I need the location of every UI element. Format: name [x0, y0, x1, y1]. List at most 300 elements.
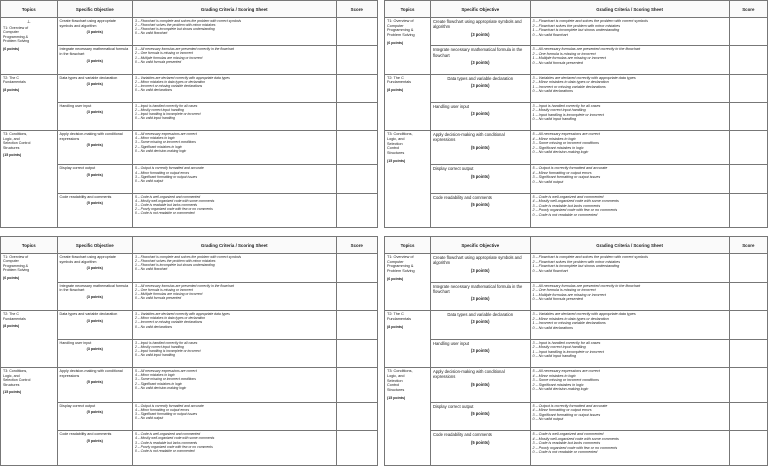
criteria-cell — [132, 282, 336, 311]
criteria-line: 0 – No valid declarations — [532, 89, 573, 94]
criteria-line: 3 – Some missing or incorrect conditions — [134, 140, 196, 145]
objective-points: (5 points) — [471, 439, 490, 445]
criteria-line: 0 – Code is not readable or commented — [134, 448, 195, 453]
objective-name: Create flowchart using appropriate symbols and algorithm — [432, 19, 522, 30]
objective-points: (5 points) — [86, 173, 103, 178]
criteria-line: 3 – Flowchart is complete and solves the problem with correct symbols — [532, 255, 648, 259]
table-row — [385, 102, 768, 130]
criteria-line: 3 – All necessary formulas are presented correctly in the flowchart — [532, 283, 641, 288]
criteria-line: 0 – No valid declarations — [134, 87, 173, 92]
criteria-header: Grading Criteria / Scoring Sheet — [530, 237, 729, 254]
score-cell[interactable] — [729, 311, 767, 340]
criteria-cell — [530, 74, 729, 102]
criteria-line: 1 – Input handling is incomplete or incorrect — [532, 349, 604, 354]
criteria-line: 1 – Multiple formulas are missing or incorrect — [134, 291, 203, 296]
objective-points: (5 points) — [86, 438, 103, 443]
topic-cell — [385, 311, 431, 368]
table-row — [1, 193, 378, 227]
criteria-line: 1 – Flowchart is incomplete but shows understanding — [532, 264, 620, 269]
criteria-line: 3 – Input is handled correctly for all cases — [134, 103, 198, 108]
objective-points: (3 points) — [471, 31, 490, 37]
objective-points: (5 points) — [471, 144, 490, 150]
criteria-line: 2 – Flowchart solves the problem with minor mistakes — [532, 23, 621, 28]
criteria-line: 3 – Some missing or incorrect conditions — [532, 378, 599, 383]
criteria-line: 3 – Code is readable but lacks comments — [134, 440, 198, 445]
criteria-header: Grading Criteria / Scoring Sheet — [530, 1, 729, 18]
objective-points: (5 points) — [86, 201, 103, 206]
criteria-cell — [530, 368, 729, 403]
topic-cell — [1, 311, 58, 368]
topic-name: T3: Conditions, Logic, and Selection Control Structures — [387, 132, 413, 155]
criteria-line: 3 – Code is readable but lacks comments — [532, 203, 601, 208]
score-cell[interactable] — [729, 339, 767, 368]
objective-cell — [430, 131, 530, 165]
objective-points: (5 points) — [471, 411, 490, 417]
topic-name: T3: Conditions, Logic, and Selection Control Structures — [3, 369, 31, 387]
criteria-line: 0 – Code is not readable or commented — [134, 211, 195, 216]
topics-header: Topics — [385, 1, 431, 18]
objective-name: Integrate necessary mathematical formula in the flowchart — [59, 283, 129, 293]
criteria-line: 5 – Code is well-organized and commented — [532, 432, 604, 437]
criteria-line: 3 – Input is handled correctly for all cases — [532, 103, 601, 108]
objective-name: Integrate necessary mathematical formula in the flowchart — [432, 283, 523, 294]
objective-name: Data types and variable declaration — [447, 312, 514, 318]
criteria-cell — [132, 46, 336, 74]
table-row — [385, 339, 768, 368]
score-cell[interactable] — [729, 18, 767, 46]
criteria-line: 0 – No valid formula presented — [134, 59, 182, 64]
criteria-line: 2 – Poorly organized code with few or no comments — [134, 444, 213, 449]
topic-points: (6 points) — [3, 275, 20, 280]
criteria-cell — [530, 46, 729, 74]
topic-points: (15 points) — [3, 390, 22, 395]
objective-points: (3 points) — [471, 319, 490, 325]
objective-cell — [57, 18, 132, 46]
objective-name: Create flowchart using appropriate symbols and algorithm — [432, 255, 522, 266]
objective-cell — [57, 131, 132, 165]
objective-points: (3 points) — [471, 82, 490, 88]
criteria-line: 3 – Flowchart is complete and solves the problem with correct symbols — [134, 19, 242, 23]
objective-name: Code readability and comments — [59, 432, 112, 437]
objective-points: (3 points) — [86, 82, 103, 87]
criteria-line: 0 – No valid formula presented — [134, 295, 182, 300]
objective-name: Display correct output — [59, 403, 96, 408]
score-cell[interactable] — [336, 282, 377, 311]
topic-cell — [1, 74, 58, 131]
topics-header: Topics — [385, 237, 431, 254]
table-row — [385, 193, 768, 227]
criteria-line: 2 – Flowchart solves the problem with minor mistakes — [134, 259, 216, 264]
table-row — [1, 18, 378, 46]
topic-points: (15 points) — [387, 395, 406, 400]
score-cell[interactable] — [336, 431, 377, 466]
criteria-line: 2 – Significant mistakes in logic — [134, 144, 183, 149]
score-header: Score — [336, 237, 377, 254]
objective-cell — [430, 402, 530, 431]
objective-name: Integrate necessary mathematical formula in the flowchart — [59, 47, 129, 56]
criteria-line: 2 – Poorly organized code with few or no comments — [134, 207, 213, 212]
criteria-line: 0 – No valid flowchart — [134, 31, 168, 36]
criteria-cell — [530, 193, 729, 227]
score-cell[interactable] — [336, 165, 377, 193]
objective-cell — [57, 193, 132, 227]
objective-name: Code readability and comments — [59, 194, 112, 199]
criteria-cell — [132, 131, 336, 165]
criteria-cell — [530, 131, 729, 165]
criteria-line: 1 – Input handling is incomplete or incorrect — [532, 112, 604, 117]
objective-cell — [430, 74, 530, 102]
criteria-line: 2 – Flowchart solves the problem with minor mistakes — [134, 23, 216, 28]
criteria-line: 4 – Minor mistakes in logic — [532, 373, 576, 378]
criteria-line: 1 – Incorrect or missing variable declarations — [134, 83, 203, 88]
criteria-line: 5 – Code is well-organized and commented — [134, 432, 201, 437]
objective-cell — [430, 165, 530, 193]
criteria-line: 0 – No valid input handling — [134, 116, 175, 121]
criteria-line: 3 – Input is handled correctly for all cases — [134, 340, 198, 345]
objective-name: Handling user input — [432, 340, 470, 346]
criteria-line: 5 – Output is correctly formatted and accurate — [134, 403, 204, 408]
topic-mark: ⊥ — [26, 19, 31, 24]
criteria-line: 2 – Flowchart solves the problem with minor mistakes — [532, 259, 621, 264]
table-row — [385, 18, 768, 46]
criteria-line: 3 – Variables are declared correctly with appropriate data types — [532, 312, 636, 317]
objective-cell — [57, 282, 132, 311]
criteria-line: 1 – Incorrect or missing variable declarations — [532, 84, 606, 89]
table-row — [385, 402, 768, 431]
rubric-table — [384, 0, 768, 228]
topic-points: (6 points) — [387, 40, 404, 45]
score-cell[interactable] — [729, 46, 767, 74]
criteria-cell — [530, 431, 729, 466]
criteria-line: 3 – All necessary formulas are presented correctly in the flowchart — [134, 283, 234, 288]
criteria-cell — [132, 368, 336, 403]
criteria-line: 3 – Significant formatting or output issues — [134, 174, 198, 179]
score-cell[interactable] — [729, 165, 767, 193]
criteria-line: 0 – No valid input handling — [532, 117, 576, 122]
criteria-line: 0 – No valid decision-making logic — [532, 150, 589, 155]
score-cell[interactable] — [336, 102, 377, 130]
criteria-line: 5 – All necessary expressions are correct — [532, 132, 600, 137]
criteria-line: 4 – Minor formatting or output errors — [532, 170, 592, 175]
score-header: Score — [729, 1, 767, 18]
criteria-line: 3 – Significant formatting or output issues — [532, 175, 601, 180]
score-cell[interactable] — [336, 18, 377, 46]
score-cell[interactable] — [336, 311, 377, 340]
criteria-line: 2 – Mostly correct input handling — [134, 107, 184, 112]
objective-points: (3 points) — [471, 296, 490, 302]
score-cell[interactable] — [729, 131, 767, 165]
criteria-line: 3 – Some missing or incorrect conditions — [532, 141, 599, 146]
objective-points: (3 points) — [471, 267, 490, 273]
criteria-line: 3 – Input is handled correctly for all cases — [532, 340, 601, 345]
topic-points: (6 points) — [387, 276, 404, 281]
criteria-line: 0 – No valid output — [532, 417, 564, 422]
table-row — [1, 339, 378, 368]
objective-points: (5 points) — [471, 173, 490, 179]
objective-name: Data types and variable declaration — [447, 75, 514, 81]
table-row — [1, 368, 378, 403]
topic-name: T2: The C Fundamentals — [3, 312, 26, 321]
objective-cell — [57, 311, 132, 340]
criteria-cell — [530, 102, 729, 130]
criteria-line: 3 – Variables are declared correctly with appropriate data types — [532, 75, 636, 80]
table-row — [385, 368, 768, 403]
objective-points: (3 points) — [471, 59, 490, 65]
topics-header: Topics — [1, 237, 58, 254]
score-cell[interactable] — [336, 402, 377, 431]
score-cell[interactable] — [336, 74, 377, 102]
criteria-line: 0 – No valid decision-making logic — [134, 148, 187, 153]
topic-cell — [385, 368, 431, 466]
topics-header: Topics — [1, 1, 58, 18]
criteria-line: 4 – Mostly well-organized code with some comments — [134, 436, 215, 441]
objective-points: (3 points) — [86, 266, 103, 271]
criteria-line: 5 – Code is well-organized and commented — [134, 194, 201, 199]
criteria-cell — [132, 311, 336, 340]
criteria-line: 0 – No valid decision-making logic — [134, 385, 187, 390]
criteria-line: 2 – Mostly correct input handling — [532, 108, 586, 113]
topic-points: (8 points) — [387, 88, 404, 92]
table-row — [385, 254, 768, 283]
table-row — [385, 431, 768, 466]
objective-cell — [430, 193, 530, 227]
objective-cell — [57, 368, 132, 403]
table-row — [385, 74, 768, 102]
criteria-line: 0 – No valid declarations — [134, 324, 173, 329]
criteria-line: 1 – Incorrect or missing variable declarations — [532, 321, 606, 326]
objective-cell — [430, 339, 530, 368]
criteria-line: 3 – Flowchart is complete and solves the problem with correct symbols — [134, 255, 242, 259]
criteria-line: 0 – No valid flowchart — [134, 267, 168, 272]
criteria-cell — [530, 254, 729, 283]
criteria-line: 0 – No valid input handling — [532, 354, 576, 359]
criteria-line: 1 – Incorrect or missing variable declarations — [134, 320, 203, 325]
objective-name: Apply decision-making with conditional expressions — [59, 369, 123, 378]
criteria-line: 0 – No valid flowchart — [532, 32, 568, 37]
objective-name: Data types and variable declaration — [59, 312, 118, 317]
score-cell[interactable] — [336, 368, 377, 403]
table-row — [385, 165, 768, 193]
criteria-cell — [132, 18, 336, 46]
criteria-cell — [530, 18, 729, 46]
objective-name: Display correct output — [432, 166, 474, 172]
topic-cell — [385, 131, 431, 228]
header-row — [1, 1, 378, 18]
table-row — [1, 131, 378, 165]
objective-points: (3 points) — [471, 111, 490, 117]
criteria-line: 2 – Minor mistakes in data types or declaration — [532, 80, 609, 85]
objective-points: (3 points) — [86, 294, 103, 299]
criteria-line: 0 – No valid formula presented — [532, 297, 583, 302]
header-row — [385, 1, 768, 18]
rubric-page-bottom-left — [0, 236, 378, 466]
objective-cell — [430, 431, 530, 466]
topic-points: (6 points) — [3, 46, 20, 51]
objective-points: (5 points) — [86, 380, 103, 385]
criteria-line: 4 – Mostly well-organized code with some comments — [532, 199, 619, 204]
objective-cell — [57, 165, 132, 193]
topic-cell — [1, 254, 58, 311]
topic-points: (15 points) — [3, 153, 22, 158]
criteria-cell — [132, 102, 336, 130]
criteria-line: 5 – All necessary expressions are correct — [532, 369, 600, 374]
criteria-line: 2 – Minor mistakes in data types or declaration — [134, 79, 206, 84]
rubric-page-bottom-right — [384, 236, 768, 466]
criteria-line: 0 – No valid input handling — [134, 353, 175, 358]
objective-cell — [430, 46, 530, 74]
criteria-line: 2 – Mostly correct input handling — [532, 345, 586, 350]
criteria-cell — [132, 193, 336, 227]
criteria-line: 1 – Input handling is incomplete or incorrect — [134, 348, 201, 353]
objective-cell — [430, 368, 530, 403]
objective-name: Integrate necessary mathematical formula in the flowchart — [432, 47, 523, 58]
criteria-line: 2 – Poorly organized code with few or no comments — [532, 208, 618, 213]
score-cell[interactable] — [336, 46, 377, 74]
table-row — [1, 46, 378, 74]
objective-cell — [430, 282, 530, 311]
criteria-line: 0 – No valid output — [134, 178, 164, 183]
score-cell[interactable] — [336, 193, 377, 227]
criteria-line: 3 – Some missing or incorrect conditions — [134, 377, 196, 382]
objective-points: (3 points) — [471, 347, 490, 353]
topic-points: (15 points) — [387, 158, 406, 163]
objective-points: (3 points) — [86, 30, 103, 35]
objective-name: Display correct output — [432, 403, 474, 409]
topic-points: (8 points) — [387, 324, 404, 329]
criteria-line: 0 – No valid output — [134, 416, 164, 421]
objective-name: Code readability and comments — [432, 432, 492, 438]
score-header: Score — [729, 237, 767, 254]
criteria-line: 0 – Code is not readable or commented — [532, 212, 598, 217]
table-row — [1, 165, 378, 193]
objective-name: Create flowchart using appropriate symbols and algorithm — [59, 19, 116, 28]
objective-name: Data types and variable declaration — [59, 75, 118, 80]
topic-cell — [385, 18, 431, 75]
header-row — [385, 237, 768, 254]
objective-name: Apply decision-making with conditional expressions — [432, 132, 505, 143]
criteria-line: 0 – No valid declarations — [532, 325, 573, 330]
criteria-line: 1 – Flowchart is incomplete but shows understanding — [134, 263, 215, 268]
score-cell[interactable] — [729, 282, 767, 311]
rubric-table — [0, 236, 378, 466]
table-row — [385, 131, 768, 165]
score-cell[interactable] — [336, 131, 377, 165]
criteria-line: 2 – One formula is missing or incorrect — [134, 287, 193, 292]
topic-name: T1: Overview of Computer Programming & Problem Solving — [3, 255, 30, 273]
score-cell[interactable] — [336, 339, 377, 368]
criteria-line: 1 – Flowchart is incomplete but shows understanding — [532, 28, 620, 33]
objective-name: Apply decision-making with conditional expressions — [432, 369, 505, 380]
objective-name: Handling user input — [432, 103, 470, 109]
objective-name: Code readability and comments — [432, 194, 492, 200]
table-row — [1, 311, 378, 340]
criteria-line: 1 – Multiple formulas are missing or incorrect — [532, 56, 606, 61]
topic-name: T3: Conditions, Logic, and Selection Control Structures — [387, 369, 413, 393]
criteria-line: 2 – One formula is missing or incorrect — [134, 51, 193, 56]
criteria-line: 1 – Multiple formulas are missing or incorrect — [532, 292, 606, 297]
table-row — [1, 431, 378, 466]
rubric-page-top-left — [0, 0, 378, 228]
table-row — [1, 282, 378, 311]
criteria-cell — [132, 431, 336, 466]
criteria-line: 0 – Code is not readable or commented — [532, 450, 598, 455]
criteria-cell — [530, 339, 729, 368]
objective-cell — [57, 431, 132, 466]
criteria-cell — [530, 402, 729, 431]
rubric-table — [384, 236, 768, 466]
objective-points: (3 points) — [86, 318, 103, 323]
criteria-line: 4 – Minor formatting or output errors — [134, 407, 190, 412]
rubric-table — [0, 0, 378, 228]
criteria-line: 3 – Code is readable but lacks comments — [532, 441, 601, 446]
criteria-line: 2 – Mostly correct input handling — [134, 344, 184, 349]
objective-cell — [430, 18, 530, 46]
criteria-line: 4 – Mostly well-organized code with some comments — [532, 436, 619, 441]
objective-points: (5 points) — [86, 143, 103, 148]
objective-cell — [57, 102, 132, 130]
criteria-line: 4 – Minor mistakes in logic — [134, 136, 175, 141]
table-row — [1, 74, 378, 102]
criteria-cell — [132, 74, 336, 102]
topic-name: T2: The C Fundamentals — [387, 75, 412, 85]
objective-cell — [57, 402, 132, 431]
objective-points: (5 points) — [471, 381, 490, 387]
criteria-line: 5 – All necessary expressions are correct — [134, 369, 197, 374]
criteria-line: 3 – All necessary formulas are presented correctly in the flowchart — [134, 47, 234, 52]
criteria-line: 2 – One formula is missing or incorrect — [532, 288, 596, 293]
topic-cell — [1, 18, 58, 75]
criteria-line: 4 – Minor formatting or output errors — [532, 408, 592, 413]
objective-header: Specific Objective — [430, 1, 530, 18]
criteria-line: 2 – Minor mistakes in data types or declaration — [532, 316, 609, 321]
criteria-line: 3 – Code is readable but lacks comments — [134, 202, 198, 207]
criteria-header: Grading Criteria / Scoring Sheet — [132, 1, 336, 18]
criteria-line: 2 – Minor mistakes in data types or declaration — [134, 316, 206, 321]
objective-name: Apply decision-making with conditional expressions — [59, 132, 123, 141]
objective-name: Create flowchart using appropriate symbols and algorithm — [59, 255, 116, 264]
score-cell[interactable] — [729, 254, 767, 283]
criteria-line: 2 – One formula is missing or incorrect — [532, 51, 596, 56]
objective-header: Specific Objective — [430, 237, 530, 254]
criteria-line: 4 – Minor mistakes in logic — [134, 373, 175, 378]
topic-points: (8 points) — [3, 324, 20, 329]
criteria-line: 0 – No valid output — [532, 179, 564, 184]
objective-points: (3 points) — [86, 347, 103, 352]
criteria-line: 5 – Output is correctly formatted and accurate — [532, 166, 608, 171]
objective-points: (3 points) — [86, 110, 103, 115]
criteria-cell — [132, 402, 336, 431]
topic-cell — [1, 368, 58, 466]
criteria-line: 0 – No valid decision-making logic — [532, 387, 589, 392]
criteria-line: 2 – Significant mistakes in logic — [532, 145, 584, 150]
score-cell[interactable] — [729, 368, 767, 403]
criteria-line: 0 – No valid flowchart — [532, 268, 568, 273]
score-cell[interactable] — [336, 254, 377, 283]
objective-points: (5 points) — [471, 201, 490, 207]
table-row — [1, 402, 378, 431]
topic-name: T1: Overview of Computer Programming & Problem Solving — [3, 26, 30, 44]
score-cell[interactable] — [729, 102, 767, 130]
criteria-line: 3 – Flowchart is complete and solves the problem with correct symbols — [532, 19, 648, 23]
topic-name: T1: Overview of Computer Programming & Problem Solving — [387, 19, 415, 38]
score-cell[interactable] — [729, 402, 767, 431]
criteria-line: 1 – Multiple formulas are missing or incorrect — [134, 55, 203, 60]
score-cell[interactable] — [729, 431, 767, 466]
score-cell[interactable] — [729, 74, 767, 102]
topic-cell — [1, 131, 58, 228]
criteria-line: 4 – Minor mistakes in logic — [532, 136, 576, 141]
score-cell[interactable] — [729, 193, 767, 227]
